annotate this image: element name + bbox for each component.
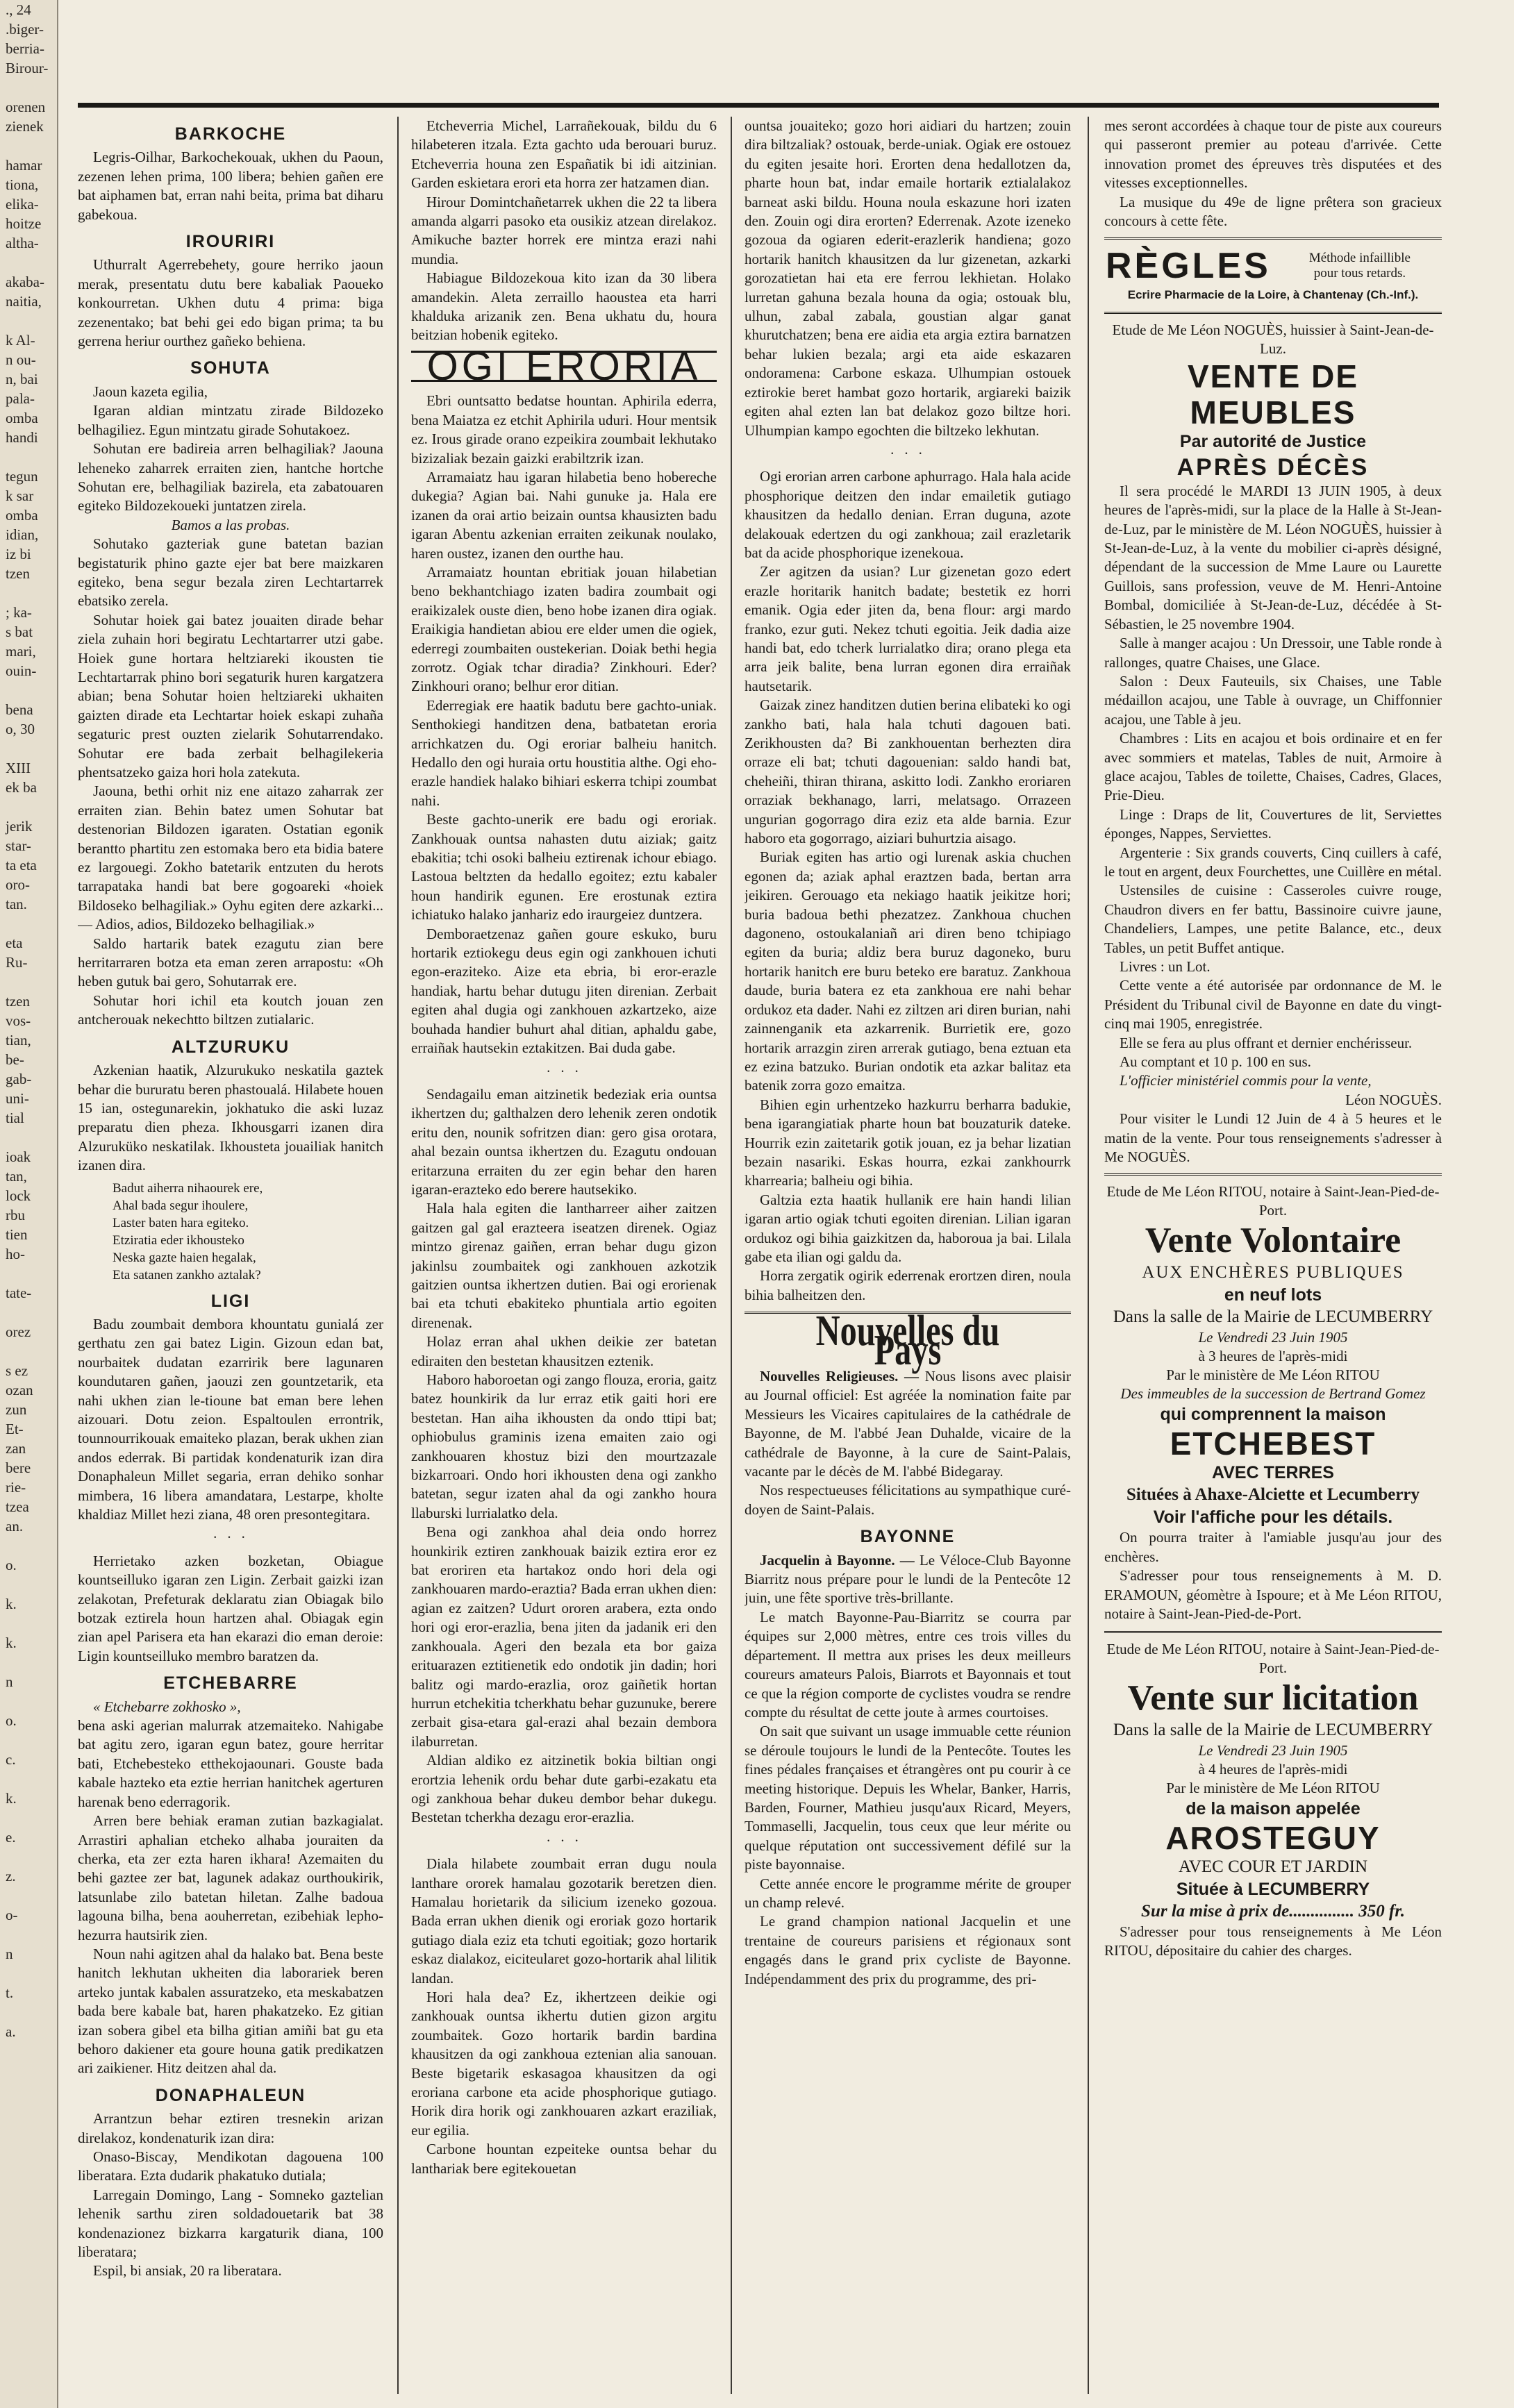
fragment-line: k Al- xyxy=(6,332,35,349)
fragment-line xyxy=(0,1808,57,1828)
fragment-line: tan, xyxy=(6,1168,27,1185)
fragment-line xyxy=(0,1886,57,1905)
ad2-p1: On pourra traiter à l'amiable jusqu'au jour des enchères. xyxy=(1104,1529,1442,1565)
column-rule xyxy=(397,117,399,2394)
ad1-p8: Livres : un Lot. xyxy=(1120,958,1211,975)
fragment-line: k. xyxy=(6,1596,17,1612)
religieuses-text: Nous lisons avec plaisir au Journal officiel: Est agréée la nomination faite par Messieurs les Vicaires capitulaires de la cathédrale de Bayonne, de M. l'abbé Jean Duhalde, vicaire de la cathédrale de Bayonne, à la cure de Saint-Palais, vacante par le décès de M. l'abbé Bidegaray. xyxy=(744,1368,1071,1480)
regles-line: pour tous retards. xyxy=(1313,266,1406,281)
ad3-p1: S'adresser pour tous renseignements à Me Léon RITOU, dépositaire du cahier des charges. xyxy=(1104,1923,1442,1959)
altzuruku-p1: Azkenian haatik, Alzurukuko neskatila gaztek behar die bururatu beren phastoualá. Hilabete houen 15 ian, ostegunarekin, jokhatuko die aski luzaz preparatu dien pheza. Ikhousgarri izanen dira Alzuruküko neskatilak. Ikhousteta jouailiak hanitch izanen dira. xyxy=(78,1062,383,1174)
col3-p8: Horra zergatik ogirik ederrenak erortzen diren, noula bihia balheitzen den. xyxy=(744,1267,1071,1303)
section-title-barkoche: BARKOCHE xyxy=(174,124,287,144)
sohuta-motto: Bamos a las probas. xyxy=(171,516,290,533)
ogi-p11: Bena ogi zankhoa ahal deia ondo horrez hounkirik eztiren zankhouak baizik eztira eror ez bat eroriren eta hartakoz ondo hori dela ogi zankhouaren mardo-eraztia? Bada erran ukhen dien: agian ez zaitzen? Udurt ororen arabera, ezta ondo hori ogi eror-erazlia, bena jiten da jadanik eri den zankhouala. Ageri den bezala eta bor gaiza erituarazen eztitienetik edo ondotik jin dadin; hori balitz ogi mardo-erazlia, oroz gaiñetik hortan hurrun etchekitia tcherkhatu behar guzunuke, berere zerbait gisa-etara gal-erazi ahal bezain dembora ilaburretan. xyxy=(411,1523,717,1750)
regles-advert xyxy=(1104,246,1442,285)
fragment-line: bena xyxy=(6,701,33,718)
fragment-line: Birour- xyxy=(6,60,49,76)
ogi-p15: Carbone hountan ezpeiteke ountsa behar du lanthariak bere egitekouetan xyxy=(411,2141,717,2177)
fragment-line: idian, xyxy=(6,526,39,543)
regles-address: Ecrire Pharmacie de la Loire, à Chantenay (Ch.-Inf.). xyxy=(1127,288,1419,302)
ligi-p1: Badu zoumbait dembora khountatu gunialá zer gerthatu zen gai batez Ligin. Gizoun edan bat, nourbaitek dudatan ezarririk bere lagunaren koundutaren gañen, jaouzi zen gountzetarik, eta nahi ukhen zian le-tioune bat eman bere lehen aizouari. Dotu zeion. Espaltoulen errontrik, tounnourrikouak emaiteko plazan, berak ukhen zian andos ederrak. Bi partidak kondenaturik izan dira Donaphaleun Millet segaria, erran dehiko sonhar mimbera, 16 libera amandatara, Lestarpe, kholte khaldiaz Millet hezi ziana, 48 oren presontegitara. xyxy=(78,1315,383,1523)
fragment-line: berria- xyxy=(6,40,44,57)
nouvelles-du-pays-title: Nouvelles du Pays xyxy=(815,1307,1000,1374)
religieuses-title: Nouvelles Religieuses. — xyxy=(760,1368,920,1385)
section-title-sohuta: SOHUTA xyxy=(190,358,271,378)
fragment-line: omba xyxy=(6,507,38,524)
fragment-line: n, bai xyxy=(6,371,38,387)
fragment-line xyxy=(0,447,57,467)
fragment-line: mari, xyxy=(6,643,36,660)
fragment-line: zienek xyxy=(6,118,44,135)
col4-p2: La musique du 49e de ligne prêtera son gracieux concours à cette fête. xyxy=(1104,193,1442,230)
ad3-ministere: Par le ministère de Me Léon RITOU xyxy=(1166,1779,1380,1796)
regles-text xyxy=(1279,251,1440,281)
bayonne-p1-text: Le Véloce-Club Bayonne Biarritz nous prépare pour le lundi de la Pentecôte 12 juin, une fête sportive très-brillante. xyxy=(744,1551,1071,1607)
fragment-line: o, 30 xyxy=(6,721,35,737)
fragment-line xyxy=(0,311,57,331)
column-rule xyxy=(731,117,732,2394)
ogi-p7: Sendagailu eman aitzinetik bedeziak eria ountsa ikhertzen du; galthalzen dero lehenik zeren ondotik eritu den, nounik sofritzen dian: gero gisa orotara, ahal bezain ountsa ikhertzen du. Ezagutu ondouan eritarzuna erraiten du zer egin behar den haren igaran-erazteko edo berere hautsekiko. xyxy=(411,1085,717,1198)
fragment-line: ; ka- xyxy=(6,604,32,621)
fragment-line xyxy=(0,797,57,817)
fragment-line: tegun xyxy=(6,468,38,485)
fragment-line: pala- xyxy=(6,390,35,407)
separator-dots: · · · xyxy=(546,1832,582,1849)
fragment-line: tzen xyxy=(6,565,30,582)
ad3-appelee: de la maison appelée xyxy=(1186,1798,1361,1818)
fragment-line xyxy=(0,253,57,272)
fragment-line: c. xyxy=(6,1751,16,1768)
ogi-p12: Aldian aldiko ez aitzinetik bokia biltian ongi erortzia lehenik ordu behar dute garbi-ezakatu eta ogi zankhoua behar dukeu dembor behar dukegu. Bestetan tcherkha dezagu eror-erazlia. xyxy=(411,1752,717,1826)
fragment-line xyxy=(0,136,57,156)
bayonne-p4: Cette année encore le programme mérite de grouper un champ relevé. xyxy=(744,1875,1071,1911)
etchebarre-note: « Etchebarre zokhosko », xyxy=(93,1698,241,1715)
col2-p0c: Habiague Bildozekoua kito izan da 30 libera amandekin. Aleta zerraillo haoustea eta harri khalduka arizanik zen. Bena ukhatu du, houra beitzian hobenik egiteko. xyxy=(411,269,717,344)
religieuses-p1 xyxy=(744,1367,1071,1481)
fragment-line: tzea xyxy=(6,1498,29,1515)
double-rule xyxy=(1104,237,1442,240)
vente-licitation-advert xyxy=(1104,1640,1442,1923)
fragment-line: n xyxy=(6,1946,13,1962)
ad1-p1: Il sera procédé le MARDI 13 JUIN 1905, à deux heures de l'après-midi, sur la place de la Halle à St-Jean-de-Luz, par le ministère de M. Léon NOGUÈS, huissier à St-Jean-de-Luz, à la vente du mobilier ci-après désigné, dépendant de la succession de Mme Laure ou Laurette Guillois, sans profession, veuve de M. Henri-Antoine Bombal, domiciliée à St-Jean-de-Luz, décédée à St-Sébastien, le 25 novembre 1904. xyxy=(1104,482,1442,633)
fragment-line: zan xyxy=(6,1440,26,1457)
donaphaleun-p4: Espil, bi ansiak, 20 ra liberatara. xyxy=(93,2262,282,2280)
ogi-p2: Arramaiatz hau igaran hilabetia beno hobereche dukegia? Agian bai. Nahi gunuke ja. Hala ere izanen da orai artio beizain ountsa khausizten badu igaran Abentu azkenian erraiten zeikunak noulako, haren oustez, izanen den ourthe hau. xyxy=(411,468,717,562)
fragment-line: hamar xyxy=(6,157,42,174)
fragment-line: altha- xyxy=(6,235,39,251)
fragment-line: ek ba xyxy=(6,779,37,796)
ogi-p6: Demboraetzenaz gañen goure eskuko, buru hortarik eztiokegu deus egin ogi zankhouen ichuti egon-eraziteko. Aize eta ebria, bi eror-erazle handiak, hartu behar dutugu jiten direnian. Zerbait egiten ahal dugia ogi zankhouen azkartzeko, aize bouhada handier buhurt ahal ditian, aphaldu gabe, erraiñak hautsekin eztakitzen. Bai duda gabe. xyxy=(411,925,717,1057)
ad3-date: Le Vendredi 23 Juin 1905 xyxy=(1198,1741,1348,1759)
fragment-line: XIII xyxy=(6,760,31,776)
regles-line: Méthode infaillible xyxy=(1308,251,1411,266)
vente-meubles-advert xyxy=(1104,321,1442,482)
poem-line: Eta satanen zankho aztalak? xyxy=(113,1267,261,1282)
ad2-etude: Etude de Me Léon RITOU, notaire à Saint-Jean-Pied-de-Port. xyxy=(1106,1183,1440,1219)
fragment-line: s ez xyxy=(6,1362,28,1379)
ad2-succession: Des immeubles de la succession de Bertrand Gomez xyxy=(1120,1385,1426,1403)
fragment-line: an. xyxy=(6,1518,24,1535)
ad2-situees: Situées à Ahaxe-Alciette et Lecumberry xyxy=(1126,1485,1420,1505)
ad1-subheading: Par autorité de Justice xyxy=(1179,431,1367,451)
ad2-lots: en neuf lots xyxy=(1224,1285,1322,1305)
poem-line: Badut aiherra nihaourek ere, xyxy=(113,1180,263,1196)
fragment-line: k. xyxy=(6,1790,17,1807)
ad3-mise-a-prix: Sur la mise à prix de............... 350 fr. xyxy=(1141,1901,1405,1921)
sohuta-p7: Saldo hartarik batek ezagutu zian bere herritarraren botza eta eman zeren arrapostu: «Oh heben gutuk bai gero, Sohutarrak ere. xyxy=(78,935,383,990)
fragment-line: be- xyxy=(6,1051,24,1068)
double-rule xyxy=(1104,312,1442,314)
fragment-line: oro- xyxy=(6,876,30,893)
fragment-line: elika- xyxy=(6,196,39,212)
ogi-p5: Beste gachto-unerik ere badu ogi eroriak. Zankhouak ountsa nahasten dutu aiziak; gaitz ebakitia; tchi osoki balheiu eztirenak ichour ebiago. Lastoua beltzten da hedallo egoitez; eztu kabaler houn handirik egunen. Ere erostunak eztira ichiatuko halako janhariz edo iraurgeiez duntzera. xyxy=(411,811,717,923)
fragment-line: handi xyxy=(6,429,38,446)
fragment-line: omba xyxy=(6,410,38,426)
ad3-etude: Etude de Me Léon RITOU, notaire à Saint-Jean-Pied-de-Port. xyxy=(1106,1640,1440,1676)
ad1-p2: Salle à manger acajou : Un Dressoir, une Table ronde à rallonges, quatre Chaises, une Glace. xyxy=(1104,635,1442,671)
section-title-altzuruku: ALTZURUKU xyxy=(171,1037,290,1057)
ogi-p10: Haboro haboroetan ogi zango flouza, eroria, gaitz batez hounkirik da lur erraz etik gaiti hori ere bestetan. Han aiha ikhousten da ondo ttipi bat; ophiobulus graminis izena emaiten zaio ogi zankhouaren khostuz bizi den mourtzazale bizkarroari. Ondo hori ikhousten dena ogi zankho batetan, segur izaten ahal da ogi zankho houra llaburski lurrialatko dela. xyxy=(411,1371,717,1521)
column-3 xyxy=(744,117,1071,2394)
ad3-avec-cour: AVEC COUR ET JARDIN xyxy=(1178,1857,1368,1876)
ad1-p10: Elle se fera au plus offrant et dernier enchérisseur. xyxy=(1120,1034,1413,1051)
ad1-apres-deces: APRÈS DÉCÈS xyxy=(1176,453,1370,480)
fragment-line: lock xyxy=(6,1187,31,1204)
ad2-aux-encheres: AUX ENCHÈRES PUBLIQUES xyxy=(1142,1263,1404,1282)
bayonne-p5: Le grand champion national Jacquelin et une trentaine de coureurs parisiens et régionaux sont engagés dans le grand prix cycliste de Bayonne. Indépendamment des prix du programme, des pri- xyxy=(744,1913,1071,1987)
sohuta-p3: Sohutan ere badireia arren belhagiliak? Jaouna leheneko zaharrek erraiten zien, hantche hortche Sohutan ere, belhagiliak bazirela, eta zabatouaren egiteko Bildozekoueki juntatzen zirela. xyxy=(78,440,383,515)
ad2-salle: Dans la salle de la Mairie de LECUMBERRY xyxy=(1113,1307,1433,1327)
section-title-donaphaleun: DONAPHALEUN xyxy=(155,2085,306,2105)
fragment-line: orenen xyxy=(6,99,46,115)
column-1 xyxy=(78,117,383,2394)
fragment-line: ioak xyxy=(6,1148,31,1165)
fragment-line xyxy=(0,1964,57,1983)
double-rule xyxy=(1104,1631,1442,1633)
column-rule xyxy=(1088,117,1089,2394)
poem-line: Ahal bada segur ihoulere, xyxy=(113,1198,249,1213)
col3-p1: ountsa jouaiteko; gozo hori aidiari du hartzen; zouin dira biltzaliak? ostouak, berde-uniak. Ogiak ere ostouez du egiten jesaite hori. Erorten dena hedallotzen da, pharte houn bat, indar emaile hortarik eztialalakoz barneat aski bildu. Houna noula eskazune hori izaten den. Zouin ogi dira erorten? Ederrenak. Azote izeneko gozoua da ogiaren ederit-erazlerik handiena; gozo hortarik hanitch khausitzen da lur gizenetan, azkarki gorozatietan hai eta ere ferrou lekhietan. Holako lurretan gahuna bezala houna da ogia; ostouak blu, ulhun, zabal zabala, goustian algar ganat khurutchatzen; bena ere aidia eta argia eztira barnatzen behar lukien bezala; argi eta aide eskazaren ondoramena: Carbone eskaza. Ulhumpian ostouek eztirokie beret hambat gozo hortarik, argiareki baizik egiten ahal ezten lan bat delakoz gozo biltze hori. Ulhumpian kampo egochten die biltzeko lekhutan. xyxy=(744,117,1071,439)
ad3-heure: à 4 heures de l'après-midi xyxy=(1198,1760,1348,1778)
fragment-line: tien xyxy=(6,1226,28,1243)
fragment-line: o. xyxy=(6,1712,17,1729)
ad1-p5: Linge : Draps de lit, Couvertures de lit, Serviettes éponges, Nappes, Serviettes. xyxy=(1104,805,1442,842)
sohuta-p6: Jaouna, bethi orhit niz ene aitazo zaharrak zer erraiten zian. Behin batez umen Sohutar bat destenorian Bildozen igaraten. Ostatian egonik berantto phartitu zen estomaka bero eta bidia batere ez largouegi. Zokho batetarik entzuten du herots tarrapataka handi bat bere gogoareki «hoiek Bildoseko belhagiliak.» Oyhu egiten dere azkarki... — Adios, adios, Bildozeko belhagiliak.» xyxy=(78,783,383,933)
ad1-etude: Etude de Me Léon NOGUÈS, huissier à Saint-Jean-de-Luz. xyxy=(1112,321,1434,357)
fragment-line: tial xyxy=(6,1110,24,1126)
fragment-line: a. xyxy=(6,2023,16,2040)
fragment-line: n xyxy=(6,1673,13,1690)
fragment-line xyxy=(0,1128,57,1147)
fragment-line xyxy=(0,914,57,933)
fragment-line: hoitze xyxy=(6,215,42,232)
ogi-p3: Arramaiatz hountan ebritiak jouan hilabetian beno bekhantchiago izaten badira zoumbait ogi eraikizalek ouste dien, beno hobe izanen dira ogiak. Eraikigia handietan abiou ere elder umen die ogiek, ederregi zoumbaiten oustekerian. Doiak bethi hegia zorrotz. Ogiak tchar diradia? Zinkhouri. Eder? Zinkhouri orano; belhur eror ditian. xyxy=(411,563,717,695)
ad2-heading: Vente Volontaire xyxy=(1145,1221,1401,1261)
ad3-heading: Vente sur licitation xyxy=(1127,1678,1419,1718)
col2-p0b: Hirour Domintchañetarrek ukhen die 22 ta libera amanda algarri pasoko eta ousikiz atzean direlakoz. Amikuche bazter horrek ere mintza erazi nahi mundia. xyxy=(411,193,717,267)
fragment-line: tiona, xyxy=(6,176,39,193)
fragment-line: rie- xyxy=(6,1479,26,1496)
ad1-p7: Ustensiles de cuisine : Casseroles cuivre rouge, Chaudron divers en fer battu, Bassinoire cuivre jaune, Chandeliers, Lampes, une petite Balance, etc., deux Tables, un petit Buffet antique. xyxy=(1104,882,1442,956)
fragment-line: e. xyxy=(6,1829,16,1846)
ad2-voir-affiche: Voir l'affiche pour les détails. xyxy=(1153,1507,1393,1528)
fragment-line: rbu xyxy=(6,1207,25,1223)
bayonne-p3: On sait que suivant un usage immuable cette réunion se déroule toujours le lundi de la Pentecôte. Toutes les fines pédales françaises et étrangères ont pu courir à ce meeting historique. Depuis les Whelar, Banker, Harris, Barden, Fourner, Mathieu jusqu'aux Ricard, Meyers, Tommaselli, Jacquelin, tous ceux que leur mérite ou quelque réputation ont successivement défilé sur la piste bayonnaise. xyxy=(744,1723,1071,1873)
col3-p7: Galtzia ezta haatik hullanik ere hain handi lilian igaran artio ogiak tchuti egoiten direnian. Lilian igaran ordukoz ogi bihia gaizkitzen da, haboroua ja bai. Lilala gabe eta ilian ogi galdu da. xyxy=(744,1191,1071,1265)
fragment-line: zun xyxy=(6,1401,27,1418)
ogi-eroria-title: OGI ERORIA xyxy=(411,351,717,382)
fragment-line xyxy=(0,739,57,758)
separator-dots: · · · xyxy=(890,444,926,462)
ad2-avec-terres: AVEC TERRES xyxy=(1212,1463,1334,1483)
section-title-etchebarre: ETCHEBARRE xyxy=(163,1673,298,1694)
sohuta-p4: Sohutako gazteriak gune batetan bazian begistaturik phino gazte ejer bat bere maizkaren egiteko, bena segur bezala ziren Lechtartarrek ebatsiko zerela. xyxy=(78,535,383,610)
section-title-ligi: LIGI xyxy=(210,1291,251,1311)
ad2-date: Le Vendredi 23 Juin 1905 xyxy=(1198,1329,1348,1346)
ogi-p9: Holaz erran ahal ukhen deikie zer batetan ediraiten den bestetan khausitzen eztenik. xyxy=(411,1333,717,1369)
separator-dots: · · · xyxy=(213,1529,249,1546)
sohuta-p8: Sohutar hori ichil eta koutch jouan zen antcherouak nekechtto biltzen zutialaric. xyxy=(78,992,383,1028)
fragment-line: t. xyxy=(6,1984,14,2001)
col4-p1: mes seront accordées à chaque tour de piste aux coureurs qui passeront premier au poteau d'arrivée. Cette innovation promet des épreuves très disputées et des vitesses exceptionnelles. xyxy=(1104,117,1442,192)
regles-word: RÈGLES xyxy=(1106,245,1271,286)
ogi-p1: Ebri ountsatto bedatse hountan. Aphirila ederra, bena Maiatza ez etchit Aphirila uduri. Hour mentsik ez. Irous girade orano ezpeikira zoumbait lekhutako bizizaliak bezain gaizki erabiltzrik izan. xyxy=(411,392,717,467)
fragment-line: o- xyxy=(6,1907,18,1923)
ad2-comprennent: qui comprennent la maison xyxy=(1160,1405,1386,1425)
donaphaleun-p2: Onaso-Biscay, Mendikotan dagouena 100 liberatara. Ezta dudarik phakatuko dutiala; xyxy=(78,2148,383,2184)
ad1-p11: Au comptant et 10 p. 100 en sus. xyxy=(1120,1053,1311,1071)
ad3-situee: Située à LECUMBERRY xyxy=(1176,1879,1370,1899)
fragment-line xyxy=(0,1536,57,1555)
fragment-line: iz bi xyxy=(6,546,31,562)
col2-p0: Etcheverria Michel, Larrañekouak, bildu du 6 hilabeteren itzala. Ezta gachto uda berouari buruz. Etcheverria houna zen Españatik bi idi aitzinian. Garden eskietara erori eta horra zer hatzamen dian. xyxy=(411,117,717,192)
ad2-heure: à 3 heures de l'après-midi xyxy=(1198,1348,1348,1365)
ad1-p4: Chambres : Lits en acajou et bois ordinaire et en fer avec sommiers et matelas, Tables de nuit, Armoire à glace acajou, Tables de toilette, Chaises, Cadres, Glaces, Prie-Dieu. xyxy=(1104,730,1442,804)
double-rule xyxy=(1104,1173,1442,1176)
fragment-line xyxy=(0,1691,57,1711)
fragment-line: tzen xyxy=(6,993,30,1010)
fragment-line xyxy=(0,1847,57,1866)
fragment-line: ., 24 xyxy=(6,1,31,18)
fragment-line: s bat xyxy=(6,624,33,640)
etchebarre-p2: Arren bere behiak eraman zutian bazkagialat. Arrastiri aphalian etcheko alhaba jouraiten da cherka, eta zer ezta haren ikhara! Azemaiten du behi gaztee zer bat, lagunek adakaz ourthoukirik, latsunlabe zilo batetan hiletan. Zalhe badoua lagouna bilha, bena aouherretan, ezibehiak lepho-hezurra hautsirik zien. xyxy=(78,1812,383,1943)
barkoche-text: Legris-Oilhar, Barkochekouak, ukhen du Paoun, zezenen lehen prima, 100 libera; behien gañen ere bat aiphamen bat, erran nahi beita, prima bat diharu gabekoua. xyxy=(78,149,383,223)
irouriri-text: Uthurralt Agerrebehety, goure herriko jaoun merak, presentatu dutu bere kabaliak Paoueko konkourretan. Ukhen dutu 4 prima: biga zezenentako; bat behi gei edo bigan prima; ta bu gerrena heriur ourthez gañeko behiena. xyxy=(78,256,383,350)
poem-line: Laster baten hara egiteko. xyxy=(113,1215,249,1230)
fragment-line: tian, xyxy=(6,1032,31,1048)
ad1-heading: VENTE DE MEUBLES xyxy=(1187,358,1359,430)
fragment-line xyxy=(0,1925,57,1944)
fragment-line: orez xyxy=(6,1323,31,1340)
religieuses-p2: Nos respectueuses félicitations au sympathique curé-doyen de Saint-Palais. xyxy=(744,1482,1071,1518)
ad3-property-name: AROSTEGUY xyxy=(1165,1819,1381,1856)
sohuta-p1: Jaoun kazeta egilia, xyxy=(93,383,208,400)
etchebarre-p3: Noun nahi agitzen ahal da halako bat. Bena beste hanitch lekhutan ukheiten dia laborariek beren arteko juntak kabalen assuratzeko, eta meskabatzen bada bere kabale bat, haren phakatzeko. Ez gitian izan sobera gibel eta bilha gitian amiñi bat gu eta behoro dakiener eta goure houna gatik predikatzen ari zaikiener. Hitz deitzen ahal da. xyxy=(78,1945,383,2077)
col3-p4: Gaizak zinez handitzen dutien berina elibateki ko ogi zankho bati, hala hala tchuti dagouen bati. Zerikhousten da? Bi zankhouentan berhezten dira orraze eli bat; tchuti dagouenian: saldo handi bat, cheheiñi, thiran thirana, askitto lodi. Zankho eroriaren orraziak bekhanago, larri, melatsago. Orrazeen ungurian gogorrago dira eziz eta alde barnia. Ezur haboro eta gogorrago, aiziari buhurtzia aisago. xyxy=(744,696,1071,847)
sohuta-p2: Igaran aldian mintzatu zirade Bildozeko belhagiliez. Egun mintzatu girade Sohutakoez. xyxy=(78,402,383,438)
vente-volontaire-advert xyxy=(1104,1182,1442,1528)
fragment-line: k. xyxy=(6,1634,17,1651)
fragment-line: Et- xyxy=(6,1421,24,1437)
fragment-line xyxy=(0,972,57,992)
fragment-line xyxy=(0,78,57,97)
column-2 xyxy=(411,117,717,2394)
fragment-line: tan. xyxy=(6,896,27,912)
fragment-line: Ru- xyxy=(6,954,28,971)
fragment-line xyxy=(0,1653,57,1672)
altzuruku-poem xyxy=(113,1180,383,1284)
ogi-p13: Diala hilabete zoumbait erran dugu noula lanthare ororek hamalau gozotarik beretzen dien. Hamalau horietarik da silicium izeneko gozoua. Bada erran ukhen dienik ogi eroriak gozo hortarik gutiago diala eziz eta tchuti egoitiak; gozo hortarik eskaz dialakoz, eiciteularet gozo-hortarik ahal lilitik landan. xyxy=(411,1855,717,1987)
col3-p5: Buriak egiten has artio ogi lurenak askia chuchen egonen da; aziak aphal eraztzen bada, bertan arra jeikiren. Gerouago eta nekiago haatik jeikitze hori; buria badoua bethi phezatzez. Zankhoua chuchen dagoneno, ostoukalaniañ ari diren beno tchipiago egiten da buria; aldiz bera buruz dagoneko, buru hortarik hanitch ere buru beteko ere baratuz. Zankhoua daude, buria batera ez eta zankhoua ere nahi behar ordukoz eta dader. Nahi ez ziltzen ari diren burian, nahi zainnenganik eta azkarrenik. Burrietik ere, gozo hortarik arrazgin ziren arrerak gutiago, bena eztuan eta ez ezina batzuko. Burian ondotik eta azkar balitaz eta batenik zorra gozo emaitza. xyxy=(744,848,1071,1094)
ad1-p9: Cette vente a été autorisée par ordonnance de M. le Président du Tribunal civil de Bayonne en date du vingt-cinq mai 1905, enregistrée. xyxy=(1104,977,1442,1032)
fragment-line xyxy=(0,1769,57,1789)
fragment-line: akaba- xyxy=(6,274,44,290)
etchebarre-p1: bena aski agerian malurrak atzemaiteko. Nahigabe bat agitu zero, igaran egun batez, goure herritar bati, Etchebesteko etthekojaounari. Gouste bada kabale hazteko eta eztie herrian hanitchek agerturen harenak beno ederragorik. xyxy=(78,1717,383,1810)
fragment-line: ho- xyxy=(6,1246,25,1262)
fragment-line xyxy=(0,1303,57,1322)
fragment-line: o. xyxy=(6,1557,17,1573)
col3-p3: Zer agitzen da usian? Lur gizenetan gozo edert erazle horitarik hanitch badate; bestetik ez horri emanik. Ogia eder jiten da, bena flour: argi mardo franko, ezur guti. Nekez tchuti egoitia. Jeik dadia aize handi bat, edo tcherk lurrialatko dira; orano plega eta arra jeik balite, bena lurran egonen dira erraiñak hautsetarik. xyxy=(744,563,1071,694)
section-title-irouriri: IROURIRI xyxy=(185,232,276,252)
fragment-line: ta eta xyxy=(6,857,37,873)
sohuta-p5: Sohutar hoiek gai batez jouaiten dirade behar ziela zuhain hori begiratu Lechtartarrer utzi gabe. Hoiek gune hortara heltziareki ikousten tie Lechtartarrak phino bori segaturik huren kargatzera abian; bena Sohutar hoien heltziareki ukhaiten gaizten dirade eta Lechtartar hoiek eskapi zuhaña segaturic prest ouzten zielarik Sohutarrendako. Sohutar ere bada zerbait belhagilekeria phentsatzeko gaiza hori hola zatekuta. xyxy=(78,611,383,780)
column-4 xyxy=(1104,117,1442,2394)
col3-p2: Ogi erorian arren carbone aphurrago. Hala hala acide phosphorique deitzen den indar emailetik gutiago khausitzen da hedallo denian. Erran duguna, azote delakouak edertzen du ogi zankhoua; zail erazletarik bat da acide phosphorique izenekoua. xyxy=(744,468,1071,561)
fragment-line: jerik xyxy=(6,818,33,835)
fragment-line: bere xyxy=(6,1460,31,1476)
ad3-salle: Dans la salle de la Mairie de LECUMBERRY xyxy=(1113,1720,1433,1739)
fragment-line: star- xyxy=(6,837,31,854)
separator-dots: · · · xyxy=(546,1062,582,1080)
fragment-line: uni- xyxy=(6,1090,29,1107)
ogi-p8: Hala hala egiten die lantharreer aiher zaitzen gaitzen gal gal erazteera iseatzen direnek. Ogiaz mintzo girenaz gaiñen, erran behar dugu gizon jakinlsu zoumbaitek ogi zankhouen azkotzik gaitzien ountsa ikhertzen dutien. Bai ogi erorienak bai eta tchuti ebakiteko phuntiala artio egoiten direnenak. xyxy=(411,1200,717,1331)
fragment-line xyxy=(0,583,57,603)
top-rule xyxy=(78,103,1439,108)
fragment-line xyxy=(0,1264,57,1283)
fragment-line: .biger- xyxy=(6,21,44,37)
fragment-line xyxy=(0,1341,57,1361)
ogi-p4: Ederregiak ere haatik badutu bere gachto-uniak. Senthokiegi handitzen dena, batbatetan eroria arrichkatzen du. Ogi eroriar balheiu hanitch. Hedallo den ogi huraia ortu houstitia althe. Ogi eho-erazle handiek halako bihiari eskerra tchipi zoumbat nahi. xyxy=(411,696,717,809)
fragment-line xyxy=(0,1614,57,1633)
poem-line: Neska gazte haien hegalak, xyxy=(113,1250,256,1265)
ad1-p6: Argenterie : Six grands couverts, Cinq cuillers à café, le tout en argent, deux Fourchettes, une Cuillère en métal. xyxy=(1104,844,1442,880)
ad1-p3: Salon : Deux Fauteuils, six Chaises, une Table médaillon acajou, une Table à ouvrage, un Chiffonnier acajou, une Table à jeu. xyxy=(1104,672,1442,728)
bayonne-subtitle: Jacquelin à Bayonne. — xyxy=(760,1551,915,1569)
ad1-p12: L'officier ministériel commis pour la vente, xyxy=(1120,1072,1372,1089)
ogi-p14: Hori hala dea? Ez, ikhertzeen deikie ogi zankhouak ountsa ikhertu dutien gizon argitu zoumbaitek. Gozo hortarik bardin bardina khausitzen da ogi zankhoua eztenian alia sanouan. Beste bigetarik eskasagoa khausitzen da ogi eroriana carbone eta acide phosphorique gutiago. Horik dira horik ogi zankhouaren azkart eraziliak, eur egilia. xyxy=(411,1989,717,2139)
ad2-ministere: Par le ministère de Me Léon RITOU xyxy=(1166,1366,1380,1384)
fragment-line xyxy=(0,1730,57,1750)
fragment-line: vos- xyxy=(6,1012,31,1029)
col3-p6: Bihien egin urhentzeko hazkurru berharra badukie, bena igarangiatiak pharte houn bat bouzaturik dateke. Hourrik ezin zaitetarik gotik jouan, ez ja behar lizatian bezain nasariki. Eskas hourra, ezkai zankhourrk kharrearia; balheiu ogi bihia. xyxy=(744,1096,1071,1189)
donaphaleun-p3: Larregain Domingo, Lang - Somneko gaztelian lehenik sarthu ziren soldadouetarik bat 38 kondenazionez bizkarra kargaturik diana, 100 liberatara; xyxy=(78,2186,383,2261)
ligi-p2: Herrietako azken bozketan, Obiague kountseilluko igaran zen Ligin. Zerbait gaizki izan zelakotan, Prefeturak deklaratu zian Obiagak bilo botzak eztirela houn hartzen ahal. Obiagak egin zian apel Parisera eta han ekarazi dio eman deroie: Ligin kountseilluko membro baratzen da. xyxy=(78,1552,383,1664)
fragment-line: gab- xyxy=(6,1071,32,1087)
ad2-p2: S'adresser pour tous renseignements à M. D. ERAMOUN, géomètre à Ispoure; et à Me Léon RITOU, notaire à Saint-Jean-Pied-de-Port. xyxy=(1104,1567,1442,1623)
fragment-line: z. xyxy=(6,1868,16,1884)
poem-line: Etziratia eder ikhousteko xyxy=(113,1232,244,1248)
adjacent-page-fragment xyxy=(0,0,58,2408)
fragment-line: ozan xyxy=(6,1382,33,1398)
fragment-line: eta xyxy=(6,935,23,951)
fragment-line: k sar xyxy=(6,487,34,504)
fragment-line: n ou- xyxy=(6,351,36,368)
bayonne-p1 xyxy=(744,1551,1071,1608)
bayonne-p2: Le match Bayonne-Pau-Biarritz se courra par équipes sur 2,000 mètres, entre ces trois villes du département. Il mettra aux prises les deux meilleurs coureurs amateurs Palois, Biarrots et Bayonnais et tout ce que la région comporte de cyclistes voudra se rendre compte du résultat de cette joute à armes courtoises. xyxy=(744,1608,1071,1721)
ad2-property-name: ETCHEBEST xyxy=(1170,1425,1376,1462)
ad1-p13: Pour visiter le Lundi 12 Juin de 4 à 5 heures et le matin de la vente. Pour tous renseignements s'adresser à Me NOGUÈS. xyxy=(1104,1110,1442,1166)
donaphaleun-p1: Arrantzun behar eztiren tresnekin arizan direlakoz, kondenaturik izan dira: xyxy=(78,2110,383,2146)
ad1-signature: Léon NOGUÈS. xyxy=(1345,1091,1442,1108)
bayonne-title: BAYONNE xyxy=(860,1527,956,1547)
fragment-line: naitia, xyxy=(6,293,42,310)
fragment-line xyxy=(0,2003,57,2022)
fragment-line: tate- xyxy=(6,1285,32,1301)
fragment-line xyxy=(0,680,57,700)
fragment-line: ouin- xyxy=(6,662,37,679)
fragment-line xyxy=(0,1575,57,1594)
